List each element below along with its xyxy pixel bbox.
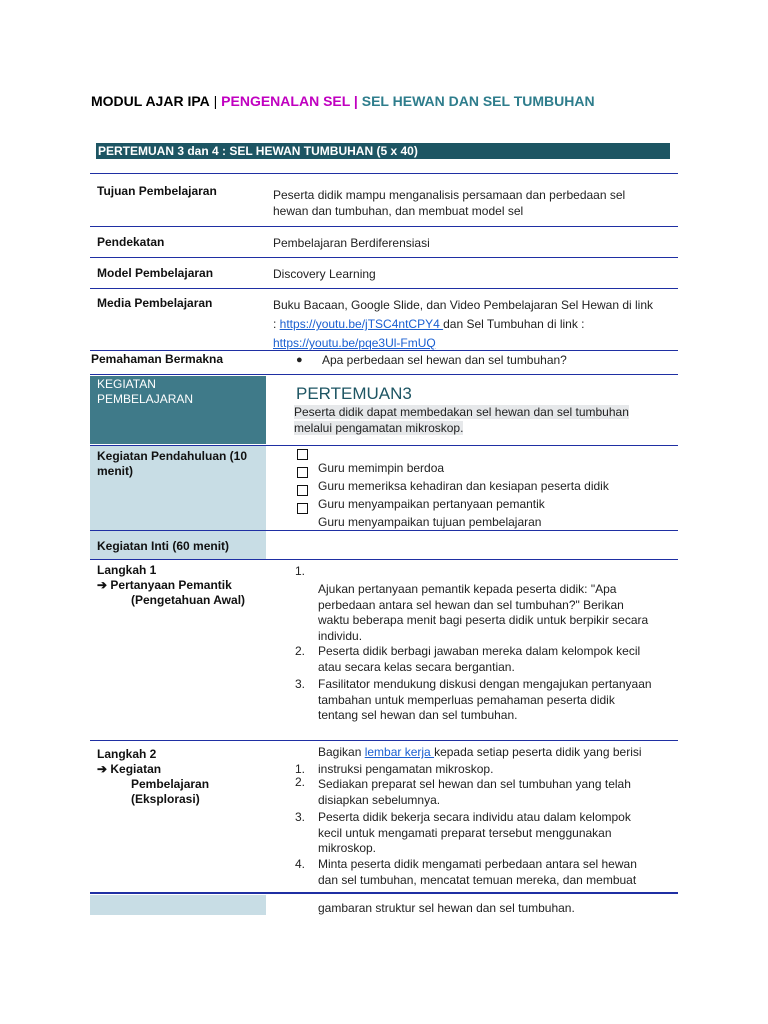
kegiatan-label xyxy=(97,377,193,407)
step-line: individu. xyxy=(318,628,363,643)
step-line: atau secara kelas secara bergantian. xyxy=(318,659,515,674)
step-line: tambahan untuk memperluas pemahaman peserta didik xyxy=(318,692,615,707)
langkah1-heading xyxy=(97,563,245,608)
langkah2-heading xyxy=(97,747,209,807)
step-line: Ajukan pertanyaan pemantik kepada peserta didik: "Apa xyxy=(318,582,617,596)
langkah2-title: Langkah 2 xyxy=(97,747,157,761)
step-line: Peserta didik bekerja secara individu atau dalam kelompok xyxy=(318,810,631,824)
checklist-item: Guru menyampaikan pertanyaan pemantik xyxy=(318,497,545,511)
langkah1-sub: ➔ Pertanyaan Pemantik xyxy=(97,578,232,592)
step-number: 2. xyxy=(295,775,306,789)
pemahaman-value: Apa perbedaan sel hewan dan sel tumbuhan? xyxy=(322,353,567,367)
checkbox-2[interactable] xyxy=(297,467,308,478)
checkbox-1[interactable] xyxy=(297,449,308,460)
langkah1-step2 xyxy=(318,644,640,675)
step-number: 3. xyxy=(295,810,306,824)
media-line xyxy=(273,334,653,353)
step-line: dan sel tumbuhan, mencatat temuan mereka, dan membuat xyxy=(318,872,637,887)
media-line xyxy=(273,315,653,334)
step-line: kecil untuk mengamati preparat tersebut menggunakan xyxy=(318,825,612,840)
title-separator-2: | xyxy=(350,93,362,109)
video-link-hewan[interactable]: https://youtu.be/jTSC4ntCPY4 xyxy=(279,317,444,331)
table-rule xyxy=(90,559,678,560)
step-number: 2. xyxy=(295,644,306,658)
bullet: ● xyxy=(296,354,303,366)
video-link-tumbuhan[interactable]: https://youtu.be/pqe3Ul-FmUQ xyxy=(273,336,436,350)
langkah1-step1 xyxy=(318,582,648,644)
langkah1-step3 xyxy=(318,677,652,724)
step-line: perbedaan antara sel hewan dan sel tumbuhan?" Berikan xyxy=(318,597,624,612)
meeting-banner: PERTEMUAN 3 dan 4 : SEL HEWAN TUMBUHAN (5 x 40) xyxy=(96,143,670,159)
media-mid: dan Sel Tumbuhan di link : xyxy=(443,317,585,331)
inti-label: Kegiatan Inti (60 menit) xyxy=(97,539,230,553)
checklist-item: Guru menyampaikan tujuan pembelajaran xyxy=(318,515,542,529)
table-rule xyxy=(90,288,678,289)
tujuan-label: Tujuan Pembelajaran xyxy=(97,184,217,198)
table-rule xyxy=(90,740,678,741)
checklist-item: Guru memeriksa kehadiran dan kesiapan peserta didik xyxy=(318,479,609,493)
intro-text: kepada setiap peserta didik yang berisi xyxy=(434,745,642,759)
continuation-cell xyxy=(90,895,266,915)
pertemuan-title: PERTEMUAN3 xyxy=(296,384,412,403)
pemahaman-label: Pemahaman Bermakna xyxy=(91,352,224,366)
step-line: Minta peserta didik mengamati perbedaan antara sel hewan xyxy=(318,857,637,871)
langkah2-sub: ➔ Kegiatan xyxy=(97,762,162,776)
pendahuluan-label-line: menit) xyxy=(97,464,133,478)
langkah2-sub: (Eksplorasi) xyxy=(131,792,200,806)
step-number: 1. xyxy=(295,762,306,776)
kegiatan-line: KEGIATAN xyxy=(97,377,156,391)
title-separator: | xyxy=(209,93,222,109)
title-topic: PENGENALAN SEL xyxy=(221,93,351,109)
langkah2-step3 xyxy=(318,810,631,857)
langkah1-title: Langkah 1 xyxy=(97,563,157,577)
step-line: tentang sel hewan dan sel tumbuhan. xyxy=(318,708,518,722)
table-rule xyxy=(90,374,678,375)
media-line: Buku Bacaan, Google Slide, dan Video Pembelajaran Sel Hewan di link xyxy=(273,298,654,312)
pendahuluan-label xyxy=(97,449,247,479)
step-line: mikroskop. xyxy=(318,841,377,855)
table-rule xyxy=(90,530,678,531)
title-module: MODUL AJAR IPA xyxy=(91,93,210,109)
media-colon: : xyxy=(273,317,280,331)
tujuan-line: Peserta didik mampu menganalisis persamaan dan perbedaan sel xyxy=(273,188,626,202)
langkah2-step4 xyxy=(318,857,637,888)
step-number: 4. xyxy=(295,857,306,871)
page-break-rule xyxy=(90,892,678,894)
pertemuan-desc-line: melalui pengamatan mikroskop. xyxy=(294,421,464,435)
pendahuluan-label-line: Kegiatan Pendahuluan (10 xyxy=(97,449,248,463)
table-rule xyxy=(90,226,678,227)
pertemuan-desc-line: Peserta didik dapat membedakan sel hewan dan sel tumbuhan xyxy=(294,405,629,419)
step-number: 3. xyxy=(295,677,306,691)
tujuan-value xyxy=(273,187,625,219)
langkah1-sub: (Pengetahuan Awal) xyxy=(131,593,246,607)
pendekatan-label: Pendekatan xyxy=(97,235,165,249)
intro-text: Bagikan xyxy=(318,745,365,759)
model-value: Discovery Learning xyxy=(273,267,376,281)
langkah2-step2 xyxy=(318,777,631,808)
page-title xyxy=(91,93,595,109)
media-label: Media Pembelajaran xyxy=(97,296,213,310)
table-rule xyxy=(90,445,678,446)
checkbox-3[interactable] xyxy=(297,485,308,496)
langkah2-step1: instruksi pengamatan mikroskop. xyxy=(318,762,494,776)
tujuan-line: hewan dan tumbuhan, dan membuat model sel xyxy=(273,204,524,218)
step-line: Peserta didik berbagi jawaban mereka dalam kelompok kecil xyxy=(318,644,641,658)
table-rule xyxy=(90,173,678,174)
media-value xyxy=(273,296,653,353)
worksheet-link[interactable]: lembar kerja xyxy=(364,745,435,759)
step-line: disiapkan sebelumnya. xyxy=(318,792,441,807)
checkbox-4[interactable] xyxy=(297,503,308,514)
langkah2-sub: Pembelajaran xyxy=(131,777,210,791)
title-subtopic: SEL HEWAN DAN SEL TUMBUHAN xyxy=(361,93,595,109)
step-line: waktu beberapa menit bagi peserta didik untuk berpikir secara xyxy=(318,613,649,627)
pertemuan-desc xyxy=(294,404,654,436)
step-number: 1. xyxy=(295,564,306,578)
step-line: Sediakan preparat sel hewan dan sel tumbuhan yang telah xyxy=(318,777,631,791)
table-rule xyxy=(90,257,678,258)
checklist-item: Guru memimpin berdoa xyxy=(318,461,445,475)
kegiatan-line: PEMBELAJARAN xyxy=(97,392,194,406)
langkah2-continuation: gambaran struktur sel hewan dan sel tumbuhan. xyxy=(318,901,575,915)
langkah2-intro xyxy=(318,744,642,760)
pendekatan-value: Pembelajaran Berdiferensiasi xyxy=(273,236,430,250)
step-line: Fasilitator mendukung diskusi dengan mengajukan pertanyaan xyxy=(318,677,652,691)
model-label: Model Pembelajaran xyxy=(97,266,214,280)
